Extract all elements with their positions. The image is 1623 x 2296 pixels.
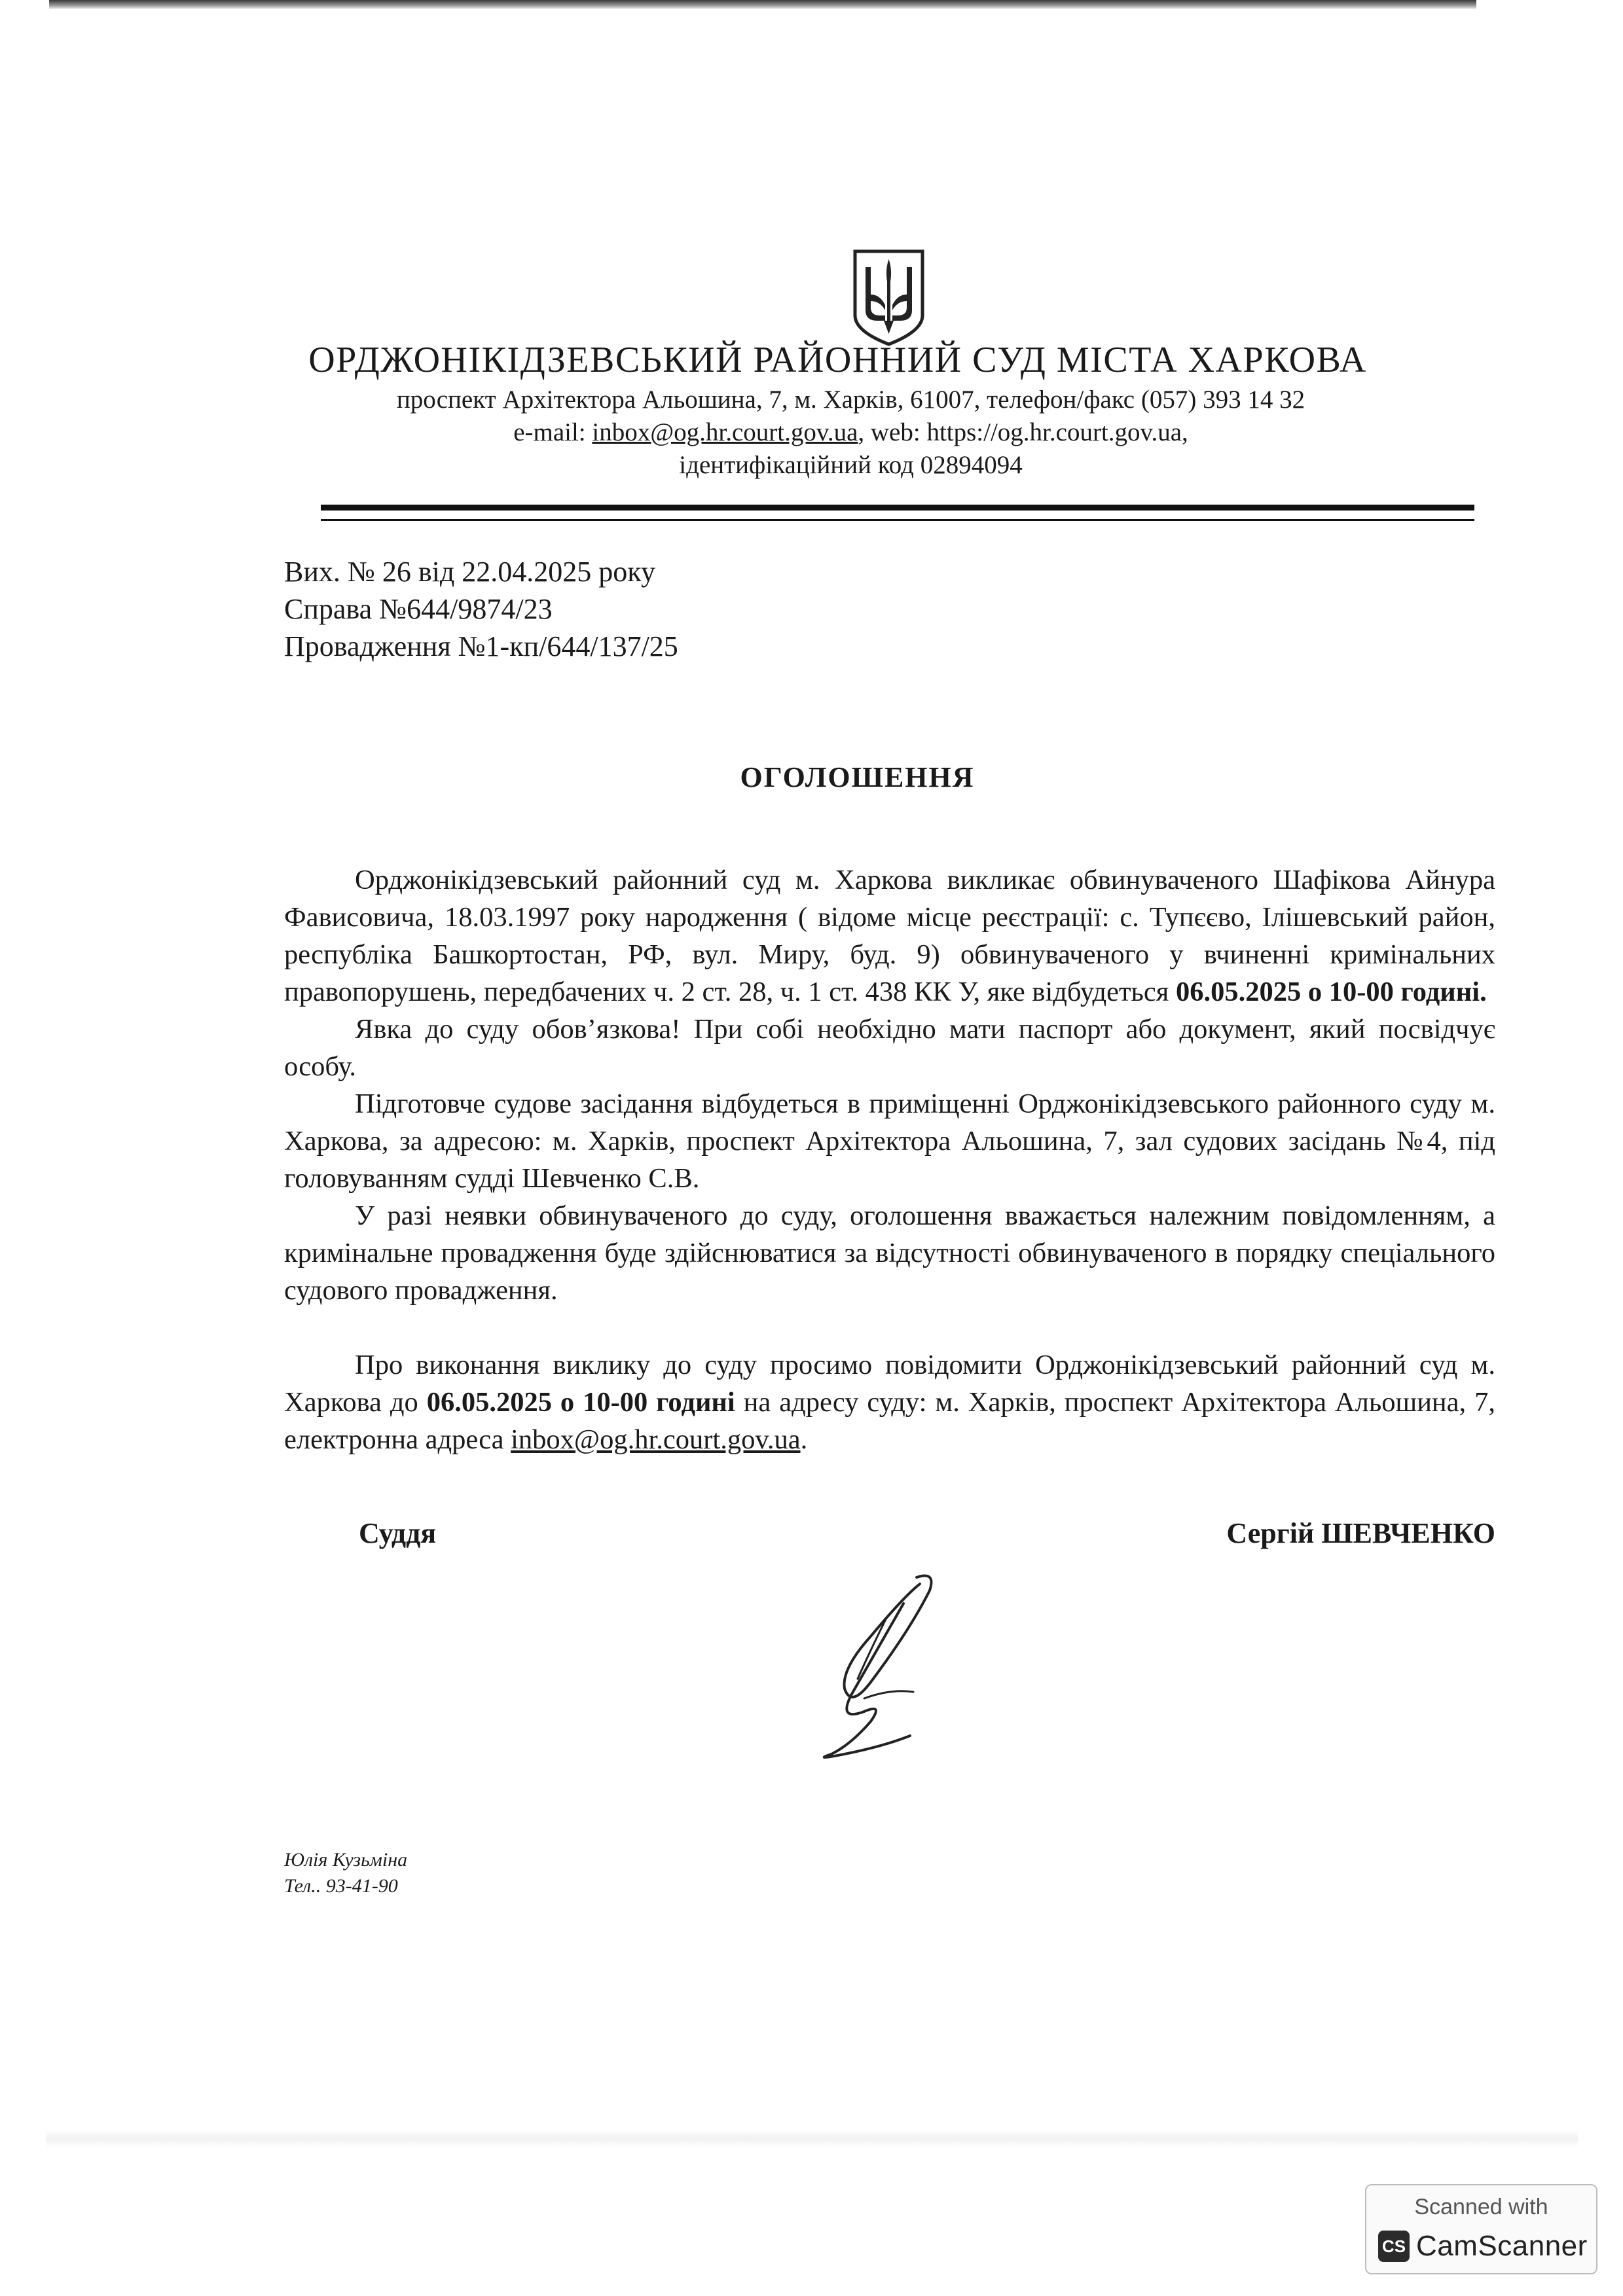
paragraph-summons [284,861,1495,1011]
header-divider-thin [321,519,1474,521]
header-divider-thick [321,505,1474,511]
notify-deadline: 06.05.2025 о 10-00 годині [426,1387,735,1418]
paragraph-notify [284,1346,1495,1458]
court-email-link[interactable]: inbox@og.hr.court.gov.ua [592,418,858,446]
executor-name: Юлія Кузьміна [284,1849,408,1871]
scan-shadow-band [46,2130,1578,2147]
signer-name: Сергій ШЕВЧЕНКО [1226,1517,1495,1549]
hearing-datetime: 06.05.2025 о 10-00 годині [1175,977,1480,1007]
notify-text: Про виконання виклику до суду просимо повідомити Орджонікідзевський районний суд м. Харкова до [284,1350,1495,1418]
notify-end: . [800,1424,808,1455]
summons-text: Орджонікідзевський районний суд м. Харкова викликає обвинуваченого Шафікова Айнура Фависовича, 18.03.1997 року народження ( відоме місце реєстрації: с. Тупєєво, Ілішевський район, республіка Башкортостан, РФ, вул. Миру, буд. 9) обвинуваченого у вчиненні кримінальних правопорушень, передбачених ч. 2 ст. 28, ч. 1 ст. 438 КК У, яке відбудеться [284,865,1495,1007]
court-id-code: ідентифікаційний код 02894094 [679,451,1023,479]
outgoing-number: Вих. № 26 від 22.04.2025 року [284,556,656,588]
document-title: ОГОЛОШЕННЯ [740,761,975,793]
announcement-body [284,861,1495,1458]
executor-phone: Тел.. 93-41-90 [284,1875,398,1897]
paragraph-attendance: Явка до суду обов’язкова! При собі необхідно мати паспорт або документ, який посвідчує особу. [284,1014,1495,1082]
proceeding-number: Провадження №1-кп/644/137/25 [284,630,678,662]
court-website: , web: https://og.hr.court.gov.ua, [858,418,1188,446]
court-address: проспект Архітектора Альошина, 7, м. Харків, 61007, телефон/факс (057) 393 14 32 [396,386,1305,414]
scanned-with-label: Scanned with [1414,2195,1548,2219]
paragraph-hearing-place: Підготовче судове засідання відбудеться в приміщенні Орджонікідзевського районного суду м. Харкова, за адресою: м. Харків, проспект Архітектора Альошина, 7, зал судових засідань №4, під головуванням судді Шевченко С.В. [284,1088,1495,1194]
handwritten-signature [773,1558,956,1774]
court-name: ОРДЖОНІКІДЗЕВСЬКИЙ РАЙОННИЙ СУД МІСТА ХАРКОВА [308,340,1367,380]
camscanner-brand [1378,2230,1588,2263]
court-contacts [0,418,1623,447]
coat-of-arms-icon [851,247,926,347]
paragraph-absence: У разі неявки обвинуваченого до суду, оголошення вважається належним повідомленням, а кримінальне провадження буде здійснюватися за відсутності обвинуваченого в порядку спеціального судового провадження. [284,1200,1495,1306]
camscanner-watermark [1365,2184,1597,2274]
case-number: Справа №644/9874/23 [284,593,553,625]
signer-role: Суддя [359,1517,437,1549]
reference-block [284,553,678,665]
email-label: e-mail: [513,418,593,446]
executor-block [284,1847,407,1899]
notify-email-link[interactable]: inbox@og.hr.court.gov.ua [511,1424,801,1455]
summons-end: . [1480,977,1487,1007]
notify-address: на адресу суду: м. Харків, проспект Архітектора Альошина, 7, електронна адреса [284,1387,1495,1455]
camscanner-logo-icon: CS [1378,2231,1410,2262]
camscanner-name: CamScanner [1416,2230,1588,2262]
scan-top-edge [49,0,1476,9]
